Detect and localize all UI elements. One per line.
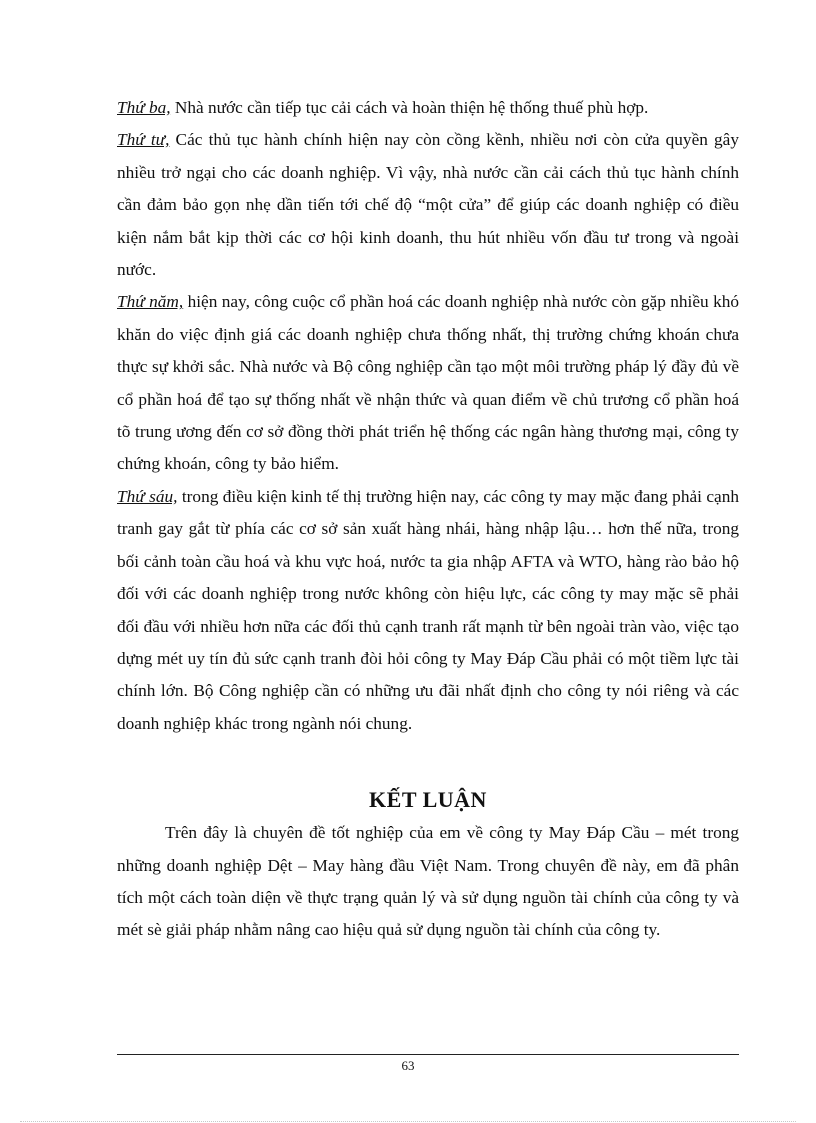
paragraph-thu-sau xyxy=(117,481,739,740)
paragraph-lead: Thứ năm, xyxy=(117,292,184,312)
page-body xyxy=(117,92,739,947)
paragraph-text: hiện nay, công cuộc cổ phần hoá các doanh nghiệp nhà nước còn gặp nhiều khó khăn do việc định giá các doanh nghiệp chưa thống nhất, thị trường chứng khoán chưa thực sự khởi sắc. Nhà nước và Bộ công nghiệp cần tạo một môi trường pháp lý đầy đủ về cổ phần hoá để tạo sự thống nhất về nhận thức và quan điểm về chủ trương cổ phần hoá tõ trung ương đến cơ sở đồng thời phát triển hệ thống các ngân hàng thương mại, công ty chứng khoán, công ty bảo hiểm. xyxy=(117,292,739,474)
paragraph-lead: Thứ ba, xyxy=(117,98,171,117)
page-edge-divider xyxy=(20,1121,796,1122)
paragraph-lead: Thứ tư, xyxy=(117,130,170,150)
paragraph-thu-nam xyxy=(117,286,739,480)
paragraph-lead: Thứ sáu, xyxy=(117,486,178,506)
paragraph-text: Các thủ tục hành chính hiện nay còn cồng kềnh, nhiều nơi còn cửa quyền gây nhiều trở ngại cho các doanh nghiệp. Vì vậy, nhà nước cần cải cách thủ tục hành chính cần đảm bảo gọn nhẹ dần tiến tới chế độ “một cửa” để giúp các doanh nghiệp có điều kiện nắm bắt kịp thời các cơ hội kinh doanh, thu hút nhiều vốn đầu tư trong và ngoài nước. xyxy=(117,130,739,280)
paragraph-text: trong điều kiện kinh tế thị trường hiện nay, các công ty may mặc đang phải cạnh tranh gay gắt từ phía các cơ sở sản xuất hàng nhái, hàng nhập lậu… hơn thế nữa, trong bối cảnh toàn cầu hoá và khu vực hoá, nước ta gia nhập AFTA và WTO, hàng rào bảo hộ đối với các doanh nghiệp trong nước không còn hiệu lực, các công ty may mặc sẽ phải đối đầu với nhiều hơn nữa các đối thủ cạnh tranh rất mạnh từ bên ngoài tràn vào, việc tạo dựng mét uy tín đủ sức cạnh tranh đòi hỏi công ty May Đáp Cầu phải có một tiềm lực tài chính lớn. Bộ Công nghiệp cần có những ưu đãi nhất định cho công ty nói riêng và các doanh nghiệp khác trong ngành nói chung. xyxy=(117,486,739,733)
conclusion-heading: KẾT LUẬN xyxy=(369,787,487,813)
paragraph-thu-tu xyxy=(117,124,739,286)
conclusion-paragraph: Trên đây là chuyên đề tốt nghiệp của em về công ty May Đáp Cầu – mét trong những doanh nghiệp Dệt – May hàng đầu Việt Nam. Trong chuyên đề này, em đã phân tích một cách toàn diện về thực trạng quản lý và sử dụng nguồn tài chính của công ty và mét sè giải pháp nhằm nâng cao hiệu quả sử dụng nguồn tài chính của công ty. xyxy=(117,823,739,940)
paragraph-text: Nhà nước cần tiếp tục cải cách và hoàn thiện hệ thống thuế phù hợp. xyxy=(170,98,649,117)
page-number: 63 xyxy=(401,1058,415,1073)
paragraph-thu-ba xyxy=(117,92,739,124)
footer-rule xyxy=(117,1054,739,1055)
section-gap xyxy=(117,740,739,785)
